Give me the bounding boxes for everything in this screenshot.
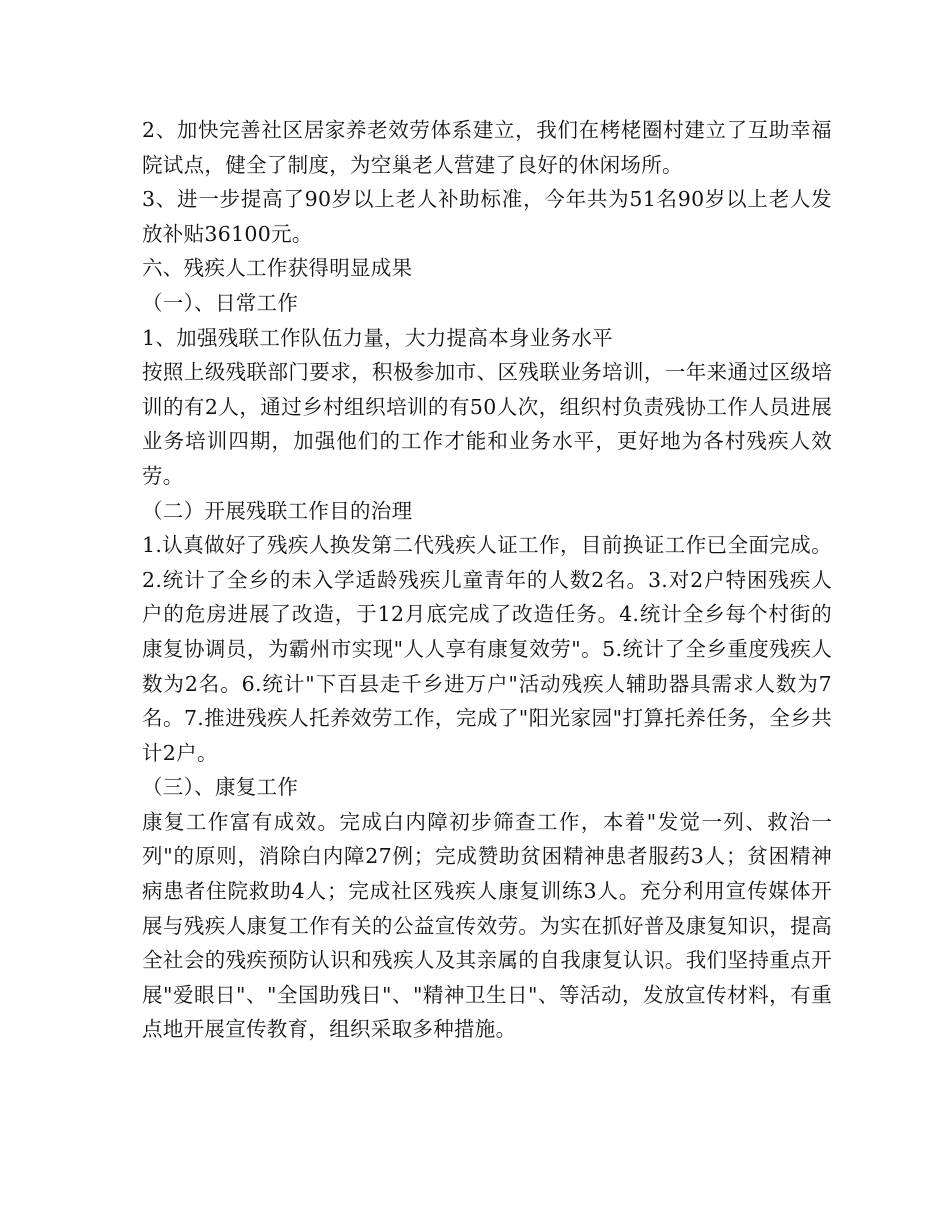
paragraph-goal-management: 1.认真做好了残疾人换发第二代残疾人证工作，目前换证工作已全面完成。2.统计了全乡的未入学适龄残疾儿童青年的人数2名。3.对2户特困残疾人户的危房进展了改造，于12月底完成了改造任务。4.统计全乡每个村街的康复协调员，为霸州市实现"人人享有康复效劳"。5.统计了全乡重度残疾人数为2名。6.统计"下百县走千乡进万户"活动残疾人辅助器具需求人数为7名。7.推进残疾人托养效劳工作，完成了"阳光家园"打算托养任务，全乡共计2户。 [142, 533, 832, 765]
document-page [142, 113, 832, 1047]
paragraph-rehabilitation: 康复工作富有成效。完成白内障初步筛查工作，本着"发觉一列、救治一列"的原则，消除白内障27例；完成赞助贫困精神患者服药3人；贫困精神病患者住院救助4人；完成社区残疾人康复训练3人。充分利用宣传媒体开展与残疾人康复工作有关的公益宣传效劳。为实在抓好普及康复知识，提高全社会的残疾预防认识和残疾人及其亲属的自我康复认识。我们坚持重点开展"爱眼日"、"全国助残日"、"精神卫生日"、等活动，发放宣传材料，有重点地开展宣传教育，组织采取多种措施。 [142, 809, 832, 1042]
paragraph-elderly-service-system: 2、加快完善社区居家养老效劳体系建立，我们在栲栳圈村建立了互助幸福院试点，健全了制度，为空巢老人营建了良好的休闲场所。 [142, 118, 832, 177]
subheading-rehabilitation: （三）、康复工作 [142, 775, 299, 800]
subheading-daily-work: （一）、日常工作 [142, 290, 299, 315]
section-heading-disabled-work: 六、残疾人工作获得明显成果 [142, 256, 413, 281]
paragraph-training: 按照上级残联部门要求，积极参加市、区残联业务培训，一年来通过区级培训的有2人，通过乡村组织培训的有50人次，组织村负责残协工作人员进展业务培训四期，加强他们的工作才能和业务水平，更好地为各村残疾人效劳。 [142, 360, 832, 488]
item-heading-team-strength: 1、加强残联工作队伍力量，大力提高本身业务水平 [142, 325, 613, 350]
paragraph-elderly-subsidy: 3、进一步提高了90岁以上老人补助标准，今年共为51名90岁以上老人发放补贴36100元。 [142, 187, 832, 246]
subheading-goal-management: （二）开展残联工作目的治理 [142, 498, 413, 523]
